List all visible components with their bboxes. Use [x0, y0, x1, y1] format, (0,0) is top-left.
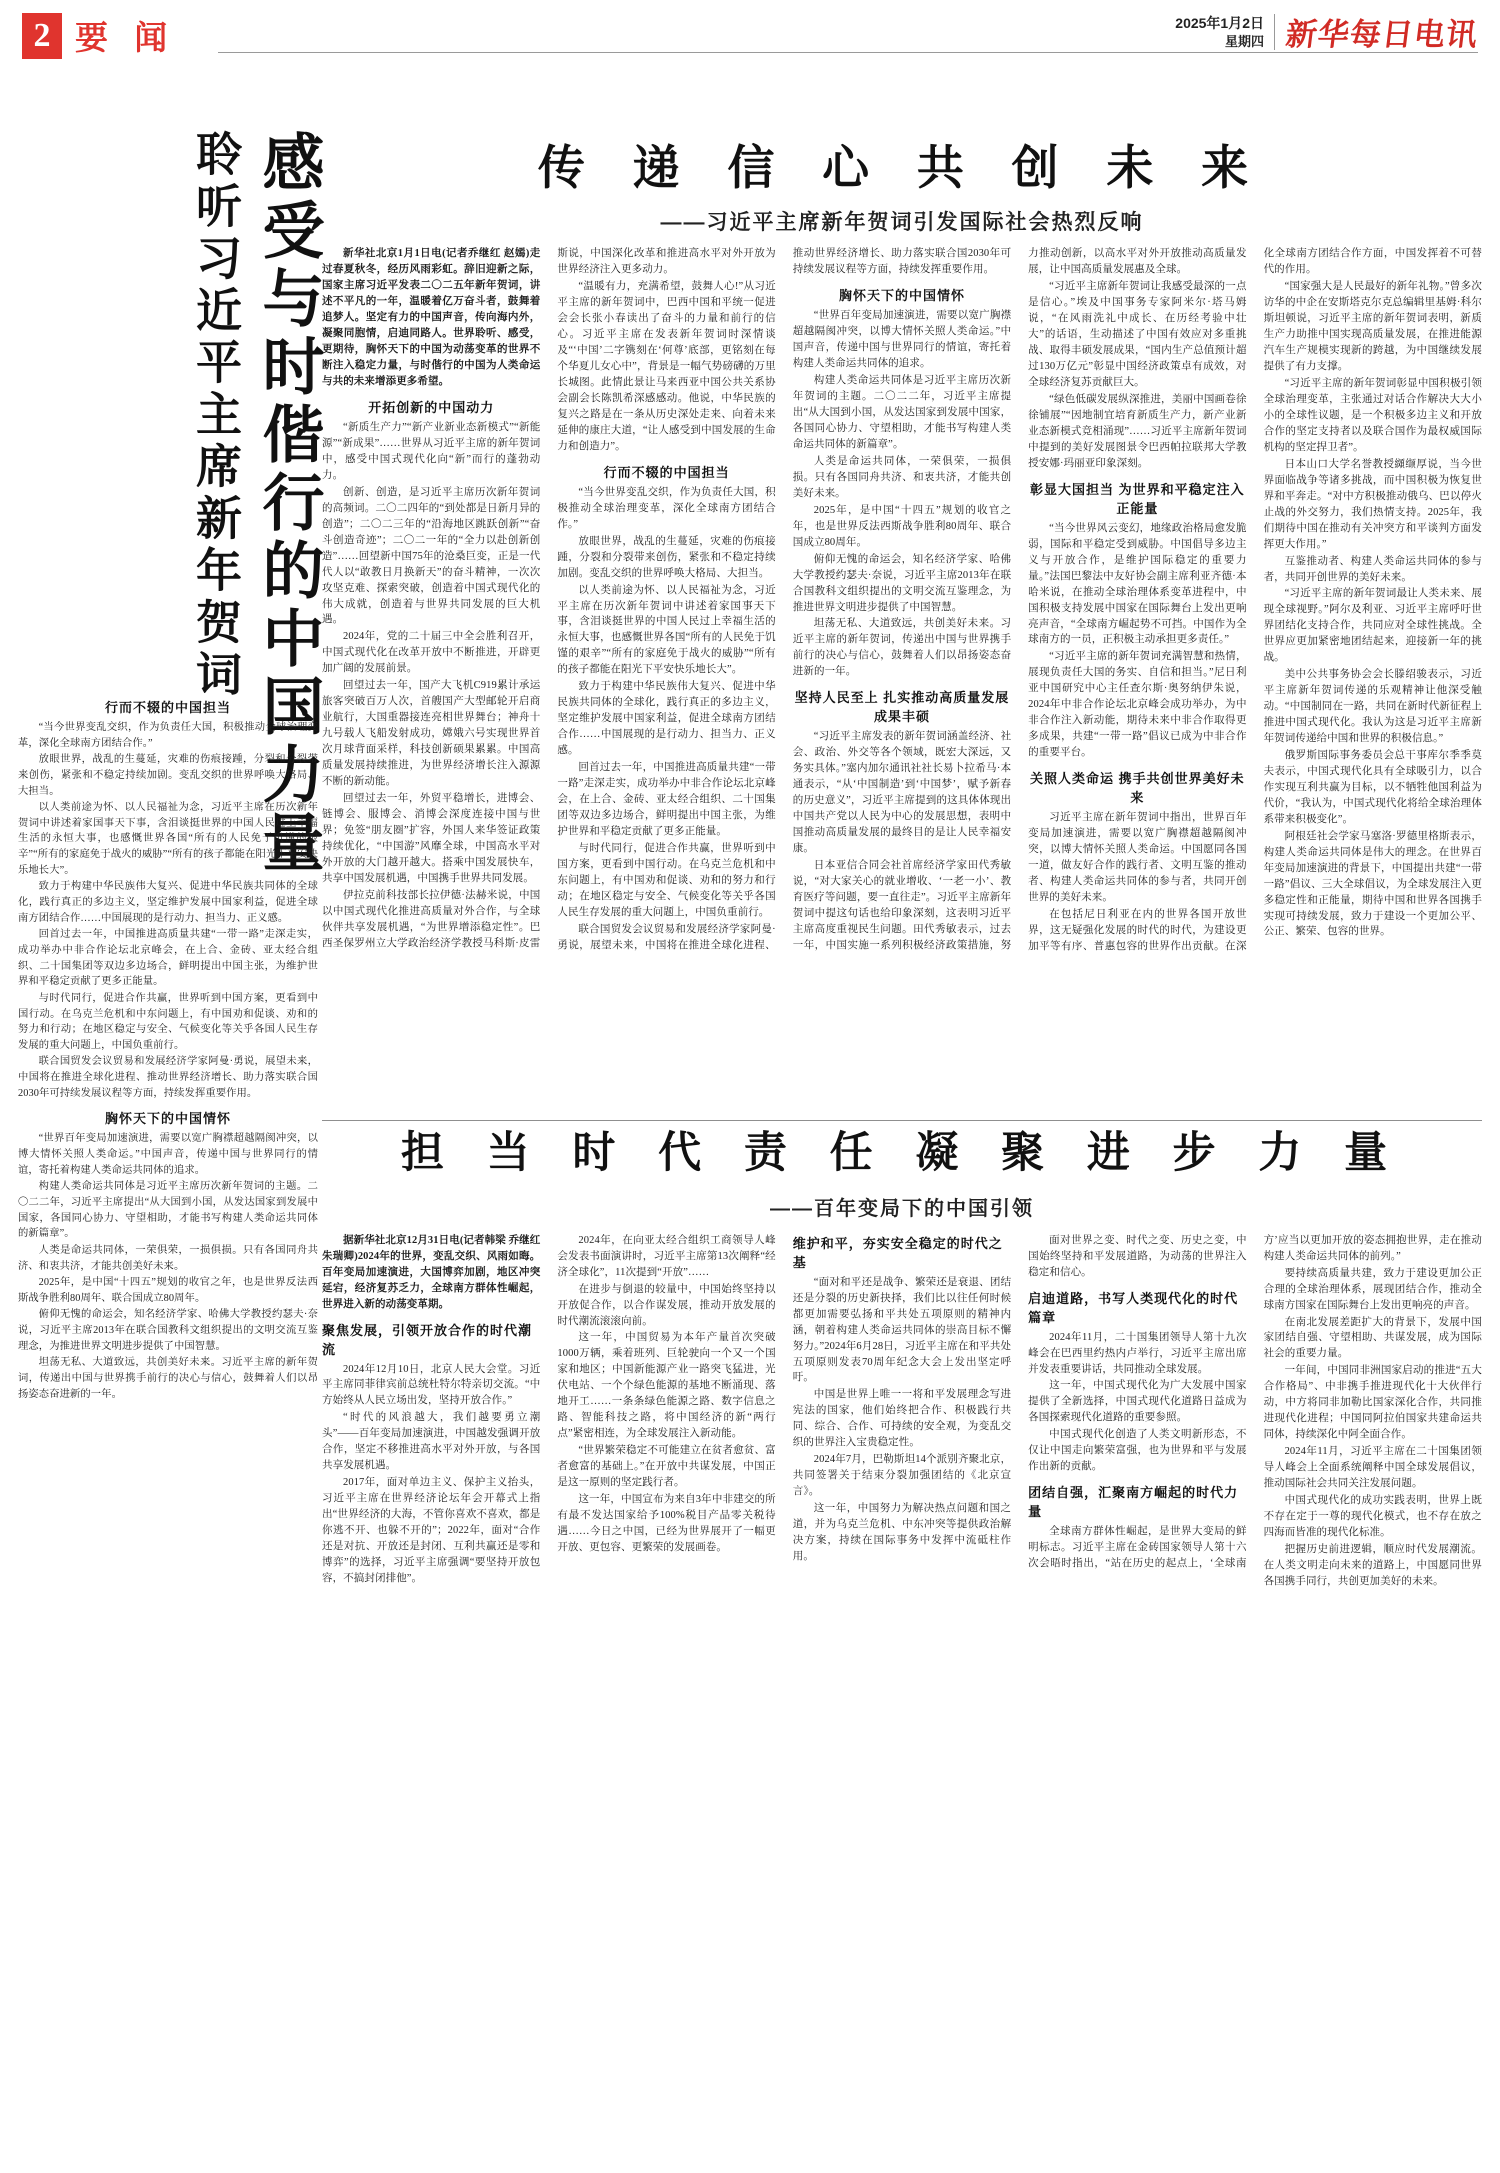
- body-paragraph: “国家强大是人民最好的新年礼物。”曾多次访华的中企在安斯塔克尔克总编辑里基姆·科尔斯坦顿说，习近平主席的新年贺词表明，新质生产力助推中国实现高质量发展，在推进能源汽车生产规模实现新的跨越，为中国继续发展提供了有力支撑。: [1263, 281, 1482, 373]
- body-paragraph: 伊拉克前科技部长拉伊德·法赫米说，中国以中国式现代化推进高质量对外合作，与全球伙伴共享发展机遇，“为世界增添稳定性”。巴西圣保罗州立大学政治经济学教授马科斯·皮雷斯说，中国深化改革和推进高水平对外开放为世界经济注入更多动力。: [322, 248, 776, 949]
- body-paragraph: 2024年，在向亚太经合组织工商领导人峰会发表书面演讲时，习近平主席第13次阐释“经济全球化”，11次提到“开放”……: [557, 1234, 776, 1278]
- article2-title: 担 当 时 代 责 任 凝 聚 进 步 力 量: [400, 1130, 1404, 1177]
- masthead-left: [22, 12, 176, 59]
- vertical-headline-sub: 聆听习近平主席新年贺词: [190, 130, 241, 702]
- left-continuation-text: [18, 690, 318, 1403]
- section-heading: 团结自强，汇聚南方崛起的时代力量: [1028, 1485, 1239, 1520]
- body-paragraph: 放眼世界，战乱的生蔓延，灾难的伤痕接踵，分裂和分裂带来创伤，紧张和不稳定持续加剧。变乱交织的世界呼唤大格局、大担当。: [557, 535, 776, 579]
- body-paragraph: “习近平主席的新年贺词彰显中国积极引领全球治理变革，主张通过对话合作解决大大小小的全球性议题，是一个积极多边主义和开放合作的坚定支持者以及联合国作为最权威国际机构的坚定捍卫者”。: [1263, 378, 1482, 453]
- masthead: [0, 0, 1500, 62]
- body-paragraph: 面对世界之变、时代之变、历史之变，中国始终坚持和平发展道路，为动荡的世界注入稳定和信心。: [1028, 1234, 1247, 1278]
- body-paragraph: 2017年，面对单边主义、保护主义抬头，习近平主席在世界经济论坛年会开幕式上指出“世界经济的大海，不管你喜欢不喜欢，都是你逃不开、也躲不开的”；2022年，面对“合作还是对抗、开放还是封闭、互利共赢还是零和博弈”的选择，习近平主席强调“要坚持开放包容，不搞封闭排他”。: [322, 1477, 541, 1584]
- body-paragraph: 2024年，党的二十届三中全会胜利召开，中国式现代化在改革开放中不断推进，开辟更加广阔的发展前景。: [322, 631, 541, 675]
- body-paragraph: 全球南方群体性崛起，是世界大变局的鲜明标志。习近平主席在金砖国家领导人第十六次会晤时指出，“站在历史的起点上，‘全球南方’应当以更加开放的姿态拥抱世界，走在推动构建人类命运共同体的前列。”: [1028, 1234, 1482, 1570]
- masthead-rule: [218, 52, 1478, 53]
- body-paragraph: 2024年7月，巴勒斯坦14个派别齐聚北京，共同签署关于结束分裂加强团结的《北京宣言》。: [792, 1454, 1012, 1498]
- body-paragraph: “当今世界风云变幻，地缘政治格局愈发脆弱，国际和平稳定受到威胁。中国倡导多边主义与开放合作，是维护国际稳定的重要力量。”法国巴黎法中友好协会副主席利亚齐德·本哈米说，在推动全球治理体系变革进程中，中国积极支持发展中国家在国际舞台上发出更响亮声音，“全球南方崛起势不可挡。中国作为全球南方的一员，正积极主动承担更多责任。”: [1028, 522, 1247, 646]
- date-line: 2025年1月2日: [1175, 15, 1264, 31]
- body-paragraph: 新华社北京1月1日电(记者乔继红 赵嫣)走过春夏秋冬，经历风雨彩虹。辞旧迎新之际，国家主席习近平发表二〇二五年新年贺词，讲述不平凡的一年，温暖着亿万奋斗者，鼓舞着追梦人。坚定有力的中国声音，传向海内外，凝聚同胞情，启迪同路人。世界聆听、感受，更期待，胸怀天下的中国为动荡变革的世界不断注入稳定力量，与时偕行的中国为人类命运与共的未来增添更多希望。: [322, 248, 541, 388]
- body-paragraph: 回望过去一年，外贸平稳增长，进博会、链博会、服博会、消博会深度连接中国与世界；免签“朋友圈”扩容，外国人来华签证政策持续优化，“中国游”风靡全球，中国高水平对外开放的大门越开越大。搭乘中国发展快车，共享中国发展机遇，中国携手世界共同发展。: [322, 792, 541, 884]
- section-heading: 维护和平，夯实安全稳定的时代之基: [792, 1235, 1003, 1270]
- body-paragraph: 致力于构建中华民族伟大复兴、促进中华民族共同体的全球化，践行真正的多边主义，坚定维护发展中国家利益，促进全球南方团结合作……中国展现的是行动力、担当力、正义感。: [18, 881, 318, 924]
- body-paragraph: 在包括尼日利亚在内的世界各国开放世界，这无疑强化发展的时代的时代，为建设更加平等有序、普惠包容的世界作出贡献。在深化全球南方团结合作方面，中国发挥着不可替代的作用。: [1028, 248, 1482, 952]
- body-paragraph: 阿根廷社会学家马塞洛·罗德里格斯表示，构建人类命运共同体是伟大的理念。在世界百年变局加速演进的背景下，中国提出共建“一带一路”倡议、三大全球倡议，为全球发展注入更多稳定性和正能量，期待中国和世界各国携手实现可持续发展，致力于建设一个更加公平、公正、繁荣、包容的世界。: [1263, 830, 1482, 938]
- body-paragraph: 回望过去一年，国产大飞机C919累计承运旅客突破百万人次，首艘国产大型邮轮开启商业航行，大国重器接连亮相世界舞台；神舟十九号载人飞船发射成功，嫦娥六号实现世界首次月球背面采样，科技创新硕果累累。中国高质量发展持续推进，为世界经济增长注入源源不断的新动能。: [322, 680, 541, 787]
- body-paragraph: 在进步与倒退的较量中，中国始终坚持以开放促合作，以合作谋发展，推动开放发展的时代潮流滚滚向前。: [557, 1283, 776, 1327]
- section-heading: 行而不辍的中国担当: [104, 700, 231, 715]
- body-paragraph: 2024年11月，二十国集团领导人第十九次峰会在巴西里约热内卢举行，习近平主席出席并发表重要讲话，共同推动全球发展。: [1028, 1331, 1247, 1375]
- page-number: 2: [22, 13, 62, 59]
- article1-title: 传 递 信 心 共 创 未 来: [537, 143, 1267, 195]
- body-paragraph: 中国式现代化的成功实践表明，世界上既不存在定于一尊的现代化模式，也不存在放之四海而皆准的现代化标准。: [1263, 1494, 1482, 1538]
- body-paragraph: 构建人类命运共同体是习近平主席历次新年贺词的主题。二〇二二年，习近平主席提出“从大国到小国，从发达国家到发展中国家，各国同心协力、守望相助，才能书写构建人类命运共同体的新篇章”。: [18, 1181, 318, 1240]
- body-paragraph: 这一年，中国贸易为本年产量首次突破1000万辆，乘着班列、巨轮驶向一个又一个国家和地区；中国新能源产业一路突飞猛进，光伏电站、一个个绿色能源的基地不断涌现、落地开工……一条条绿色能源之路、数字信息之路、智能科技之路，将中国经济的新“两行点”紧密相连，为全球发展注入新动能。: [557, 1332, 776, 1440]
- section-heading: 胸怀天下的中国情怀: [838, 288, 965, 304]
- article-secondary: [322, 1110, 1482, 1590]
- article2-subtitle: ——百年变局下的中国引领: [770, 1197, 1034, 1220]
- body-paragraph: 回首过去一年，中国推进高质量共建“一带一路”走深走实，成功举办中非合作论坛北京峰会，在上合、金砖、亚太经合组织、二十国集团等双边多边场合，鲜明提出中国主张，为维护世界和平稳定贡献了更多正能量。: [557, 762, 776, 837]
- left-column-text: [18, 697, 318, 1402]
- body-paragraph: 在南北发展差距扩大的背景下，发展中国家团结自强、守望相助、共谋发展，成为国际社会的重要力量。: [1263, 1316, 1482, 1360]
- body-paragraph: 创新、创造，是习近平主席历次新年贺词的高频词。二〇二四年的“到处都是日新月异的创造”；二〇二三年的“沿海地区跳跃创新”“奋斗创造奇迹”；二〇二一年的“全力以赴创新创造”……回望新中国75年的沧桑巨变，正是一代代人以“敢教日月换新天”的奋斗精神，一次次攻坚克难、探索突破，创造着中国式现代化的伟大成就，创造着与世界共同发展的巨大机遇。: [322, 486, 541, 626]
- body-paragraph: 2024年11月，习近平主席在二十国集团领导人峰会上全面系统阐释中国全球发展倡议，推动国际社会共同关注发展问题。: [1263, 1446, 1482, 1490]
- section-heading: 彰显大国担当 为世界和平稳定注入正能量: [1030, 481, 1245, 516]
- article1-subtitle: ——习近平主席新年贺词引发国际社会热烈反响: [660, 211, 1144, 235]
- body-paragraph: 一年间，中国同非洲国家启动的推进“五大合作格局”、中非携手推进现代化十大伙伴行动，中方将同非加勒比国家深化合作，共同推进现代化进程；中国同阿拉伯国家共建命运共同体，持续深化中阿全面合作。: [1263, 1365, 1482, 1441]
- body-paragraph: 人类是命运共同体，一荣俱荣，一损俱损。只有各国同舟共济、和衷共济，才能共创美好未来。: [792, 455, 1012, 499]
- body-paragraph: 放眼世界，战乱的生蔓延，灾难的伤痕接踵，分裂和分裂带来创伤，紧张和不稳定持续加剧。变乱交织的世界呼唤大格局、大担当。: [18, 754, 318, 797]
- body-paragraph: “新质生产力”“新产业新业态新模式”“新能源”“新成果”……世界从习近平主席的新年贺词中，感受中国式现代化向“新”而行的蓬勃动力。: [322, 422, 541, 481]
- body-paragraph: 2024年12月10日，北京人民大会堂。习近平主席同菲律宾前总统杜特尔特亲切交流。“中方始终从人民立场出发，坚持开放合作。”: [322, 1363, 541, 1407]
- body-paragraph: 习近平主席在新年贺词中指出，世界百年变局加速演进，需要以宽广胸襟超越隔阂冲突，以博大情怀关照人类命运。中国愿同各国一道，做友好合作的践行者、文明互鉴的推动者、构建人类命运共同体的参与者，共同开创世界的美好未来。: [1028, 812, 1247, 903]
- masthead-right: [1175, 14, 1481, 53]
- body-paragraph: 坦荡无私、大道致远，共创美好未来。习近平主席的新年贺词，传递出中国与世界携手前行的决心与信心，鼓舞着人们以昂扬姿态奋进新的一年。: [792, 618, 1012, 678]
- body-paragraph: 俯仰无愧的命运会，知名经济学家、哈佛大学教授约瑟夫·奈说，习近平主席2013年在联合国教科文组织提出的文明交流互鉴理念，为推进世界文明进步提供了中国智慧。: [18, 1309, 318, 1352]
- body-paragraph: “习近平主席新年贺词让我感受最深的一点是信心。”埃及中国事务专家阿米尔·塔马姆说，“在风雨洗礼中成长、在历经考验中壮大”的话语，生动描述了中国有效应对多重挑战、取得丰硕发展成果，“国内生产总值预计超过130万亿元”彰显中国经济政策卓有成效，对全球经济复苏贡献巨大。: [1028, 281, 1247, 389]
- body-paragraph: 与时代同行，促进合作共赢，世界听到中国方案，更看到中国行动。在乌克兰危机和中东问题上，有中国劝和促谈、劝和的努力和行动；在地区稳定与安全、气候变化等关乎各国人民生存发展的重大问题上，中国负重前行。: [18, 992, 318, 1051]
- body-paragraph: 这一年，中国努力为解决热点问题和国之道，并为乌克兰危机、中东冲突等提供政治解决方案，持续在国际事务中发挥中流砥柱作用。: [792, 1503, 1012, 1562]
- body-paragraph: “面对和平还是战争、繁荣还是衰退、团结还是分裂的历史新抉择，我们比以往任何时候都更加需要弘扬和平共处五项原则的精神内涵，朝着构建人类命运共同体的崇高目标不懈努力。”2024年6月28日，习近平主席在和平共处五项原则发表70周年纪念大会上发出坚定呼吁。: [792, 1276, 1012, 1384]
- body-paragraph: “习近平主席发表的新年贺词涵盖经济、社会、政治、外交等各个领域，既宏大深远，又务实具体。”塞内加尔通讯社社长易卜拉希马·本通表示，“从‘中国制造’到‘中国梦’，赋予新春的历史意义”，习近平主席提到的这具体体现出中国共产党以人民为中心的发展思想，表明中国推动高质量发展的最终目的是让人民幸福安康。: [792, 731, 1012, 854]
- body-paragraph: 俯仰无愧的命运会，知名经济学家、哈佛大学教授约瑟夫·奈说，习近平主席2013年在联合国教科文组织提出的文明交流互鉴理念，为推进世界文明进步提供了中国智慧。: [792, 553, 1012, 613]
- body-paragraph: “当今世界变乱交织，作为负责任大国，积极推动全球治理变革，深化全球南方团结合作。”: [18, 722, 318, 749]
- body-paragraph: 人类是命运共同体，一荣俱荣，一损俱损。只有各国同舟共济、和衷共济，才能共创美好未来。: [18, 1244, 318, 1272]
- body-paragraph: “时代的风浪越大，我们越要勇立潮头”——百年变局加速演进，中国越发强调开放合作，坚定不移推进高水平对外开放，与各国共享发展机遇。: [322, 1412, 541, 1472]
- body-paragraph: 中国是世界上唯一一将和平发展理念写进宪法的国家，他们始终把合作、积极践行共同、综合、合作、可持续的安全观，为变乱交织的世界注入宝贵稳定性。: [792, 1389, 1012, 1449]
- section-heading: 开拓创新的中国动力: [368, 400, 495, 416]
- body-paragraph: “习近平主席的新年贺词充满智慧和热情，展现负责任大国的务实、自信和担当。”尼日利亚中国研究中心主任查尔斯·奥努纳伊朱说，2024年中非合作论坛北京峰会成功举办，为中非合作注入新动能，期待未来中非合作取得更多成果，共建“一带一路”倡议已成为中非合作的重要平台。: [1028, 651, 1247, 759]
- section-heading: 行而不辍的中国担当: [603, 464, 730, 480]
- body-paragraph: 日本山口大学名誉教授纐缬厚说，当今世界面临战争等诸多挑战，而中国积极为恢复世界和平奔走。“对中方积极推动俄乌、巴以停火止战的外交努力，我们热情支持。2025年，我们期待中国在推动有关冲突方和平谈判方面发挥更大作用。”: [1263, 458, 1482, 550]
- body-paragraph: 中国式现代化创造了人类文明新形态，不仅让中国走向繁荣富强，也为世界和平与发展作出新的贡献。: [1028, 1429, 1247, 1473]
- body-paragraph: 要持续高质量共建，致力于建设更加公正合理的全球治理体系，展现团结合作，推动全球南方国家在国际舞台上发出更响亮的声音。: [1263, 1267, 1482, 1311]
- body-paragraph: 据新华社北京12月31日电(记者韩梁 乔继红 朱瑞卿)2024年的世界，变乱交织、风雨如晦。百年变局加速演进，大国博弈加剧，地区冲突延宕，经济复苏乏力，全球南方群体性崛起，世界进入新的动荡变革期。: [322, 1234, 541, 1310]
- body-paragraph: 日本亚信合同会社首席经济学家田代秀敏说，“对大家关心的就业增收、‘一老一小’、教育医疗等问题，要一直往走”。习近平主席新年贺词中提这句话也给印象深刻，这表明习近平主席高度重视民生问题。田代秀敏表示，过去一年，中国实施一系列积极经济政策措施，努力推动创新，以高水平对外开放推动高质量发展，让中国高质量发展惠及全球。: [792, 248, 1247, 951]
- body-paragraph: 2025年，是中国“十四五”规划的收官之年，也是世界反法西斯战争胜利80周年、联合国成立80周年。: [792, 504, 1012, 548]
- body-paragraph: 构建人类命运共同体是习近平主席历次新年贺词的主题。二〇二二年，习近平主席提出“从大国到小国，从发达国家到发展中国家，各国同心协力、守望相助，才能书写构建人类命运共同体的新篇章”。: [792, 375, 1012, 450]
- section-heading: 胸怀天下的中国情怀: [104, 1111, 231, 1127]
- vertical-headline-main: 感受与时偕行的中国力量: [253, 130, 321, 878]
- body-paragraph: 美中公共事务协会会长滕绍骏表示，习近平主席新年贺词传递的乐观精神让他深受触动。“中国制同在一路，共同在新时代新征程上推进中国式现代化。我认为这是习近平主席新年贺词传递给中国和世界的积极信息。”: [1263, 669, 1482, 745]
- publication-logo: 新华每日电讯: [1283, 17, 1481, 53]
- body-paragraph: 回首过去一年，中国推进高质量共建“一带一路”走深走实，成功举办中非合作论坛北京峰会，在上合、金砖、亚太经合组织、二十国集团等双边多边场合，鲜明提出中国主张，为维护世界和平稳定贡献了更多正能量。: [18, 929, 318, 988]
- body-paragraph: 把握历史前进逻辑，顺应时代发展潮流。在人类文明走向未来的道路上，中国愿同世界各国携手同行，共创更加美好的未来。: [1263, 1543, 1482, 1587]
- body-paragraph: “世界百年变局加速演进，需要以宽广胸襟超越隔阂冲突，以博大情怀关照人类命运。”中国声音，传递中国与世界同行的情谊，寄托着构建人类命运共同体的追求。: [792, 310, 1012, 370]
- body-paragraph: 以人类前途为怀、以人民福祉为念，习近平主席在历次新年贺词中讲述着家国事天下事，含泪谈挺世界的中国人民过上幸福生活的永恒大事，也感慨世界各国“所有的人民免于饥馑的艰辛”“所有的家庭免于战火的威胁”“所有的孩子都能在阳光下平安快乐地长大”。: [18, 802, 318, 876]
- body-paragraph: 俄罗斯国际事务委员会总干事库尔季季莫夫表示，中国式现代化具有全球吸引力，以合作实现互利共赢为目标，以不牺牲他国利益为代价，“我认为，中国式现代化将给全球治理体系带来积极变化”。: [1263, 750, 1482, 825]
- article2-rule: [322, 1120, 1482, 1121]
- weekday-line: 星期四: [1224, 33, 1264, 49]
- article1-body: [322, 246, 1482, 954]
- body-paragraph: 联合国贸发会议贸易和发展经济学家阿曼·勇说，展望未来，中国将在推进全球化进程、推动世界经济增长、助力落实联合国2030年可持续发展议程等方面，持续发挥重要作用。: [18, 1056, 318, 1099]
- article2-body: [322, 1233, 1482, 1590]
- body-paragraph: “世界繁荣稳定不可能建立在贫者愈贫、富者愈富的基础上。”在开放中共谋发展，中国正是这一原则的坚定践行者。: [557, 1445, 776, 1489]
- body-paragraph: “习近平主席的新年贺词最让人类未来、展现全球视野。”阿尔及利亚、习近平主席呼吁世界团结化支持合作，共同应对全球性挑战。全世界应更加紧密地团结起来，迎接新一年的挑战。: [1263, 588, 1482, 664]
- body-paragraph: 坦荡无私、大道致远，共创美好未来。习近平主席的新年贺词，传递出中国与世界携手前行的决心与信心，鼓舞着人们以昂扬姿态奋进新的一年。: [18, 1357, 318, 1400]
- body-paragraph: 与时代同行，促进合作共赢，世界听到中国方案，更看到中国行动。在乌克兰危机和中东问题上，有中国劝和促谈、劝和的努力和行动；在地区稳定与安全、气候变化等关乎各国人民生存发展的重大问题上，中国负重前行。: [557, 842, 776, 918]
- body-paragraph: “世界百年变局加速演进，需要以宽广胸襟超越隔阂冲突，以博大情怀关照人类命运。”中国声音，传递中国与世界同行的情谊，寄托着构建人类命运共同体的追求。: [18, 1133, 318, 1176]
- section-heading: 聚焦发展，引领开放合作的时代潮流: [322, 1322, 533, 1357]
- publication-date: [1175, 14, 1275, 50]
- body-paragraph: 这一年，中国宣布为来自3年中非建交的所有最不发达国家给予100%税目产品零关税待遇……今日之中国，已经为世界展开了一幅更开放、更包容、更繁荣的发展画卷。: [557, 1493, 776, 1553]
- section-heading: 启迪道路，书写人类现代化的时代篇章: [1028, 1290, 1239, 1325]
- article-main: [322, 128, 1482, 955]
- section-title: 要 闻: [75, 21, 177, 57]
- body-paragraph: “绿色低碳发展纵深推进，美丽中国画卷徐徐铺展”“因地制宜培育新质生产力，新产业新业态新模式竞相涌现”……习近平主席新年贺词中提到的美好发展图景令巴西帕拉联邦大学教授安娜·玛丽亚印象深刻。: [1028, 394, 1247, 469]
- body-paragraph: 联合国贸发会议贸易和发展经济学家阿曼·勇说，展望未来，中国将在推进全球化进程、推动世界经济增长、助力落实联合国2030年可持续发展议程等方面，持续发挥重要作用。: [557, 248, 1012, 951]
- section-heading: 坚持人民至上 扎实推动高质量发展成果丰硕: [794, 690, 1010, 725]
- body-paragraph: “温暖有力，充满希望，鼓舞人心!”从习近平主席的新年贺词中，巴西中国和平统一促进会会长张小春读出了奋斗的力量和前行的信心。习近平主席在发表新年贺词时深情谈及“‘中国’二字镌刻在‘何尊’底部，更铭刻在每个华夏儿女心中”，背景是一幅气势磅礴的万里长城图。此情此景让马来西亚中国公共关系协会副会长陈凯希深感感动。他说，中华民族的复兴之路是在一条从历史深处走来、向着未来延伸的康庄大道，“让人感受到中国发展的生命力和创造力”。: [557, 281, 776, 452]
- body-paragraph: 这一年，中国式现代化为广大发展中国家提供了全新选择，中国式现代化道路日益成为各国探索现代化道路的重要参照。: [1028, 1380, 1247, 1424]
- section-heading: 关照人类命运 携手共创世界美好未来: [1030, 771, 1245, 806]
- body-paragraph: 以人类前途为怀、以人民福祉为念，习近平主席在历次新年贺词中讲述着家国事天下事，含泪谈挺世界的中国人民过上幸福生活的永恒大事，也感慨世界各国“所有的人民免于饥馑的艰辛”“所有的家庭免于战火的威胁”“所有的孩子都能在阳光下平安快乐地长大”。: [557, 584, 776, 676]
- body-paragraph: “当今世界变乱交织，作为负责任大国，积极推动全球治理变革，深化全球南方团结合作。”: [557, 486, 776, 530]
- body-paragraph: 互鉴推动者、构建人类命运共同体的参与者，共同开创世界的美好未来。: [1263, 555, 1482, 583]
- body-paragraph: 2025年，是中国“十四五”规划的收官之年，也是世界反法西斯战争胜利80周年、联合国成立80周年。: [18, 1277, 318, 1304]
- body-paragraph: 致力于构建中华民族伟大复兴、促进中华民族共同体的全球化，践行真正的多边主义，坚定维护发展中国家利益，促进全球南方团结合作……中国展现的是行动力、担当力、正义感。: [557, 681, 776, 757]
